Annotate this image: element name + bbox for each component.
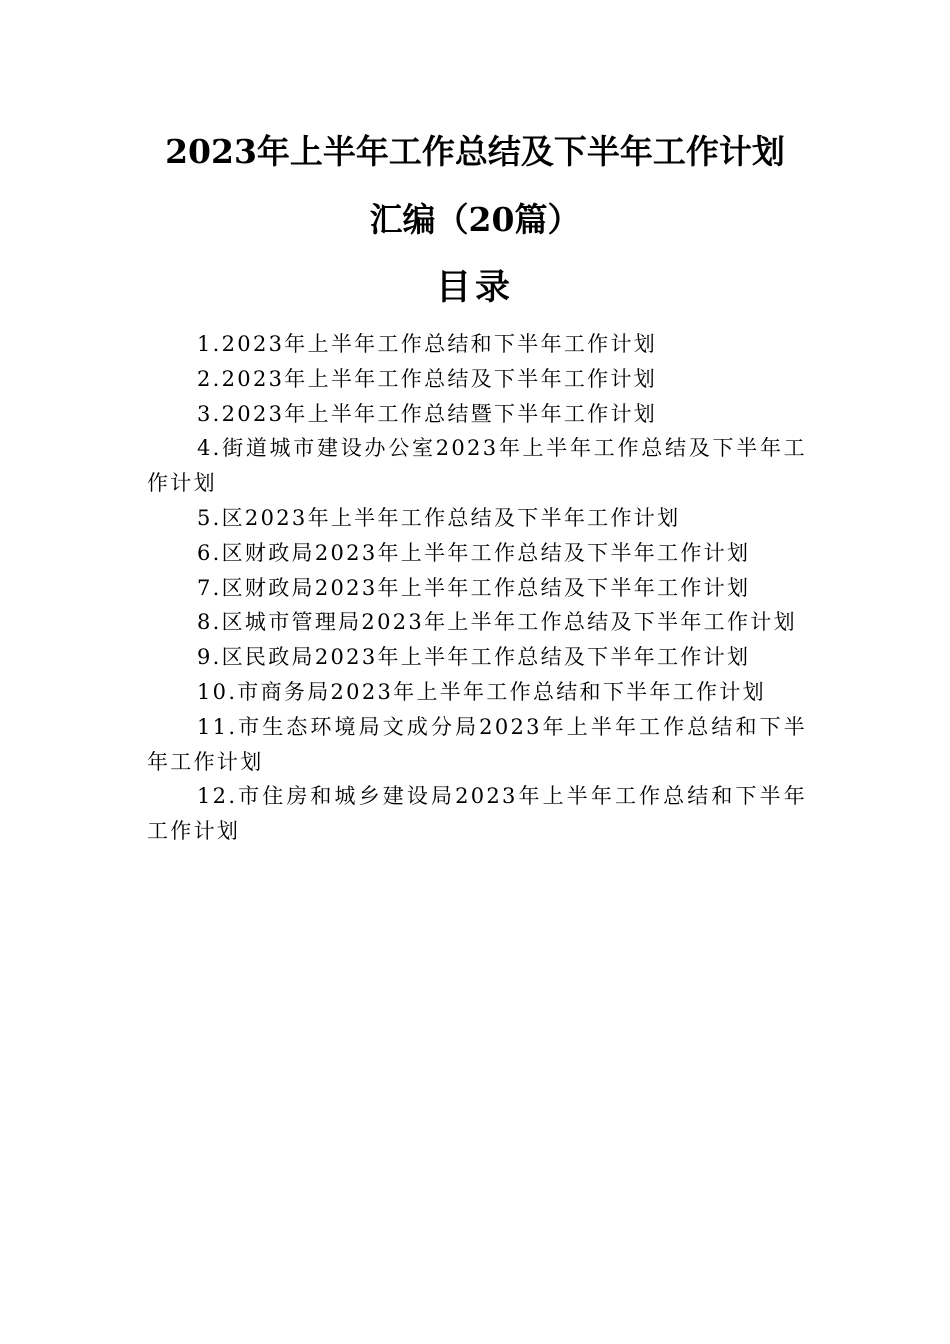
toc-item-11: 11.市生态环境局文成分局2023年上半年工作总结和下半年工作计划 — [147, 714, 807, 774]
toc-heading: 目录 — [435, 267, 514, 308]
toc-item-1: 1.2023年上半年工作总结和下半年工作计划 — [197, 332, 658, 356]
toc-item-3: 3.2023年上半年工作总结暨下半年工作计划 — [197, 401, 658, 426]
toc-item-8: 8.区城市管理局2023年上半年工作总结及下半年工作计划 — [197, 610, 797, 635]
toc-item-9: 9.区民政局2023年上半年工作总结及下半年工作计划 — [197, 645, 751, 670]
toc-item-12: 12.市住房和城乡建设局2023年上半年工作总结和下半年工作计划 — [147, 784, 807, 844]
document-title-line-2: 汇编（20篇） — [369, 200, 581, 239]
toc-item-5: 5.区2023年上半年工作总结及下半年工作计划 — [197, 505, 681, 530]
table-of-contents — [147, 327, 807, 849]
toc-item-6: 6.区财政局2023年上半年工作总结及下半年工作计划 — [197, 540, 751, 565]
toc-item-10: 10.市商务局2023年上半年工作总结和下半年工作计划 — [197, 679, 766, 704]
toc-item-7: 7.区财政局2023年上半年工作总结及下半年工作计划 — [197, 575, 751, 600]
document-title-line-1: 2023年上半年工作总结及下半年工作计划 — [165, 132, 785, 171]
toc-item-2: 2.2023年上半年工作总结及下半年工作计划 — [197, 366, 658, 391]
toc-item-4: 4.街道城市建设办公室2023年上半年工作总结及下半年工作计划 — [147, 436, 807, 496]
